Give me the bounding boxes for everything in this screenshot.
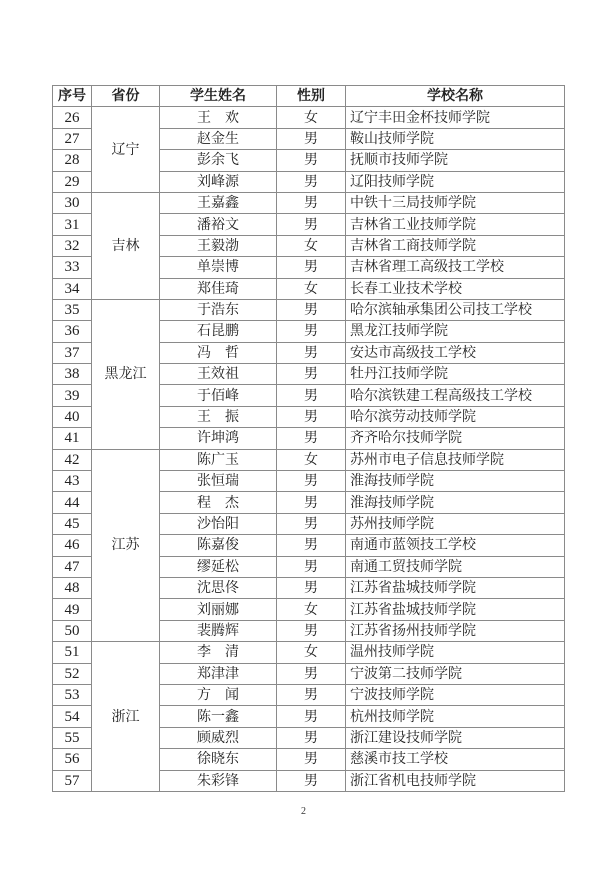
student-name-cell: 陈嘉俊 <box>160 535 277 556</box>
gender-cell: 男 <box>277 535 346 556</box>
student-name-cell: 裴腾辉 <box>160 620 277 641</box>
student-name-cell: 郑佳琦 <box>160 278 277 299</box>
table-row <box>53 449 565 470</box>
gender-cell: 男 <box>277 770 346 791</box>
student-name-cell: 缪延松 <box>160 556 277 577</box>
school-cell: 浙江建设技师学院 <box>346 727 565 748</box>
gender-cell: 男 <box>277 684 346 705</box>
header-province: 省份 <box>92 86 160 107</box>
school-cell: 宁波第二技师学院 <box>346 663 565 684</box>
student-name-cell: 刘丽娜 <box>160 599 277 620</box>
gender-cell: 男 <box>277 749 346 770</box>
province-cell: 江苏 <box>92 449 160 642</box>
seq-cell: 57 <box>53 770 92 791</box>
seq-cell: 46 <box>53 535 92 556</box>
seq-cell: 33 <box>53 257 92 278</box>
gender-cell: 男 <box>277 706 346 727</box>
student-name-cell: 彭余飞 <box>160 150 277 171</box>
gender-cell: 男 <box>277 364 346 385</box>
gender-cell: 男 <box>277 471 346 492</box>
gender-cell: 男 <box>277 428 346 449</box>
school-cell: 江苏省盐城技师学院 <box>346 599 565 620</box>
school-cell: 辽宁丰田金杯技师学院 <box>346 107 565 128</box>
seq-cell: 54 <box>53 706 92 727</box>
header-school: 学校名称 <box>346 86 565 107</box>
seq-cell: 37 <box>53 342 92 363</box>
student-name-cell: 方 闻 <box>160 684 277 705</box>
school-cell: 慈溪市技工学校 <box>346 749 565 770</box>
gender-cell: 女 <box>277 642 346 663</box>
gender-cell: 女 <box>277 235 346 256</box>
gender-cell: 男 <box>277 214 346 235</box>
seq-cell: 56 <box>53 749 92 770</box>
gender-cell: 男 <box>277 406 346 427</box>
gender-cell: 男 <box>277 321 346 342</box>
seq-cell: 39 <box>53 385 92 406</box>
student-name-cell: 陈一鑫 <box>160 706 277 727</box>
table-row <box>53 192 565 213</box>
province-cell: 辽宁 <box>92 107 160 193</box>
school-cell: 哈尔滨铁建工程高级技工学校 <box>346 385 565 406</box>
student-list-table <box>52 85 565 792</box>
student-name-cell: 王 振 <box>160 406 277 427</box>
student-name-cell: 张恒瑞 <box>160 471 277 492</box>
student-name-cell: 沙怡阳 <box>160 513 277 534</box>
table-row <box>53 642 565 663</box>
seq-cell: 26 <box>53 107 92 128</box>
seq-cell: 45 <box>53 513 92 534</box>
student-name-cell: 王毅渤 <box>160 235 277 256</box>
gender-cell: 女 <box>277 278 346 299</box>
school-cell: 吉林省工商技师学院 <box>346 235 565 256</box>
table-row <box>53 107 565 128</box>
student-name-cell: 徐晓东 <box>160 749 277 770</box>
school-cell: 南通工贸技师学院 <box>346 556 565 577</box>
page-number: 2 <box>301 806 306 817</box>
school-cell: 宁波技师学院 <box>346 684 565 705</box>
school-cell: 江苏省扬州技师学院 <box>346 620 565 641</box>
gender-cell: 男 <box>277 513 346 534</box>
school-cell: 哈尔滨劳动技师学院 <box>346 406 565 427</box>
province-cell: 吉林 <box>92 192 160 299</box>
school-cell: 温州技师学院 <box>346 642 565 663</box>
student-name-cell: 陈广玉 <box>160 449 277 470</box>
student-name-cell: 赵金生 <box>160 128 277 149</box>
province-cell: 浙江 <box>92 642 160 792</box>
seq-cell: 30 <box>53 192 92 213</box>
student-name-cell: 石昆鹏 <box>160 321 277 342</box>
student-name-cell: 于浩东 <box>160 299 277 320</box>
seq-cell: 41 <box>53 428 92 449</box>
school-cell: 中铁十三局技师学院 <box>346 192 565 213</box>
gender-cell: 男 <box>277 556 346 577</box>
seq-cell: 34 <box>53 278 92 299</box>
seq-cell: 38 <box>53 364 92 385</box>
student-name-cell: 于佰峰 <box>160 385 277 406</box>
school-cell: 苏州技师学院 <box>346 513 565 534</box>
school-cell: 安达市高级技工学校 <box>346 342 565 363</box>
gender-cell: 男 <box>277 663 346 684</box>
seq-cell: 52 <box>53 663 92 684</box>
student-name-cell: 顾威烈 <box>160 727 277 748</box>
gender-cell: 男 <box>277 620 346 641</box>
seq-cell: 47 <box>53 556 92 577</box>
school-cell: 吉林省理工高级技工学校 <box>346 257 565 278</box>
gender-cell: 男 <box>277 577 346 598</box>
school-cell: 牡丹江技师学院 <box>346 364 565 385</box>
student-name-cell: 潘裕文 <box>160 214 277 235</box>
seq-cell: 36 <box>53 321 92 342</box>
school-cell: 江苏省盐城技师学院 <box>346 577 565 598</box>
student-name-cell: 朱彩锋 <box>160 770 277 791</box>
gender-cell: 男 <box>277 299 346 320</box>
gender-cell: 女 <box>277 449 346 470</box>
seq-cell: 51 <box>53 642 92 663</box>
gender-cell: 女 <box>277 107 346 128</box>
seq-cell: 44 <box>53 492 92 513</box>
seq-cell: 32 <box>53 235 92 256</box>
student-name-cell: 王 欢 <box>160 107 277 128</box>
seq-cell: 28 <box>53 150 92 171</box>
table-row <box>53 299 565 320</box>
gender-cell: 男 <box>277 171 346 192</box>
gender-cell: 男 <box>277 257 346 278</box>
province-cell: 黑龙江 <box>92 299 160 449</box>
school-cell: 淮海技师学院 <box>346 492 565 513</box>
seq-cell: 49 <box>53 599 92 620</box>
seq-cell: 53 <box>53 684 92 705</box>
school-cell: 浙江省机电技师学院 <box>346 770 565 791</box>
school-cell: 齐齐哈尔技师学院 <box>346 428 565 449</box>
gender-cell: 男 <box>277 727 346 748</box>
seq-cell: 31 <box>53 214 92 235</box>
seq-cell: 42 <box>53 449 92 470</box>
gender-cell: 男 <box>277 192 346 213</box>
student-name-cell: 沈思佟 <box>160 577 277 598</box>
seq-cell: 55 <box>53 727 92 748</box>
school-cell: 南通市蓝领技工学校 <box>346 535 565 556</box>
school-cell: 苏州市电子信息技师学院 <box>346 449 565 470</box>
seq-cell: 40 <box>53 406 92 427</box>
student-name-cell: 王嘉鑫 <box>160 192 277 213</box>
school-cell: 黑龙江技师学院 <box>346 321 565 342</box>
seq-cell: 43 <box>53 471 92 492</box>
seq-cell: 48 <box>53 577 92 598</box>
school-cell: 哈尔滨轴承集团公司技工学校 <box>346 299 565 320</box>
student-name-cell: 郑津津 <box>160 663 277 684</box>
school-cell: 杭州技师学院 <box>346 706 565 727</box>
student-name-cell: 许坤鸿 <box>160 428 277 449</box>
student-name-cell: 单崇博 <box>160 257 277 278</box>
gender-cell: 男 <box>277 342 346 363</box>
student-name-cell: 王效祖 <box>160 364 277 385</box>
gender-cell: 男 <box>277 150 346 171</box>
student-name-cell: 李 清 <box>160 642 277 663</box>
table-header-row <box>53 86 565 107</box>
gender-cell: 男 <box>277 385 346 406</box>
school-cell: 淮海技师学院 <box>346 471 565 492</box>
school-cell: 吉林省工业技师学院 <box>346 214 565 235</box>
school-cell: 鞍山技师学院 <box>346 128 565 149</box>
seq-cell: 35 <box>53 299 92 320</box>
gender-cell: 男 <box>277 492 346 513</box>
school-cell: 抚顺市技师学院 <box>346 150 565 171</box>
header-seq: 序号 <box>53 86 92 107</box>
student-name-cell: 程 杰 <box>160 492 277 513</box>
header-gender: 性别 <box>277 86 346 107</box>
header-student-name: 学生姓名 <box>160 86 277 107</box>
school-cell: 长春工业技术学校 <box>346 278 565 299</box>
seq-cell: 50 <box>53 620 92 641</box>
school-cell: 辽阳技师学院 <box>346 171 565 192</box>
seq-cell: 27 <box>53 128 92 149</box>
table-body <box>53 107 565 792</box>
student-name-cell: 冯 哲 <box>160 342 277 363</box>
gender-cell: 男 <box>277 128 346 149</box>
seq-cell: 29 <box>53 171 92 192</box>
student-name-cell: 刘峰源 <box>160 171 277 192</box>
gender-cell: 女 <box>277 599 346 620</box>
